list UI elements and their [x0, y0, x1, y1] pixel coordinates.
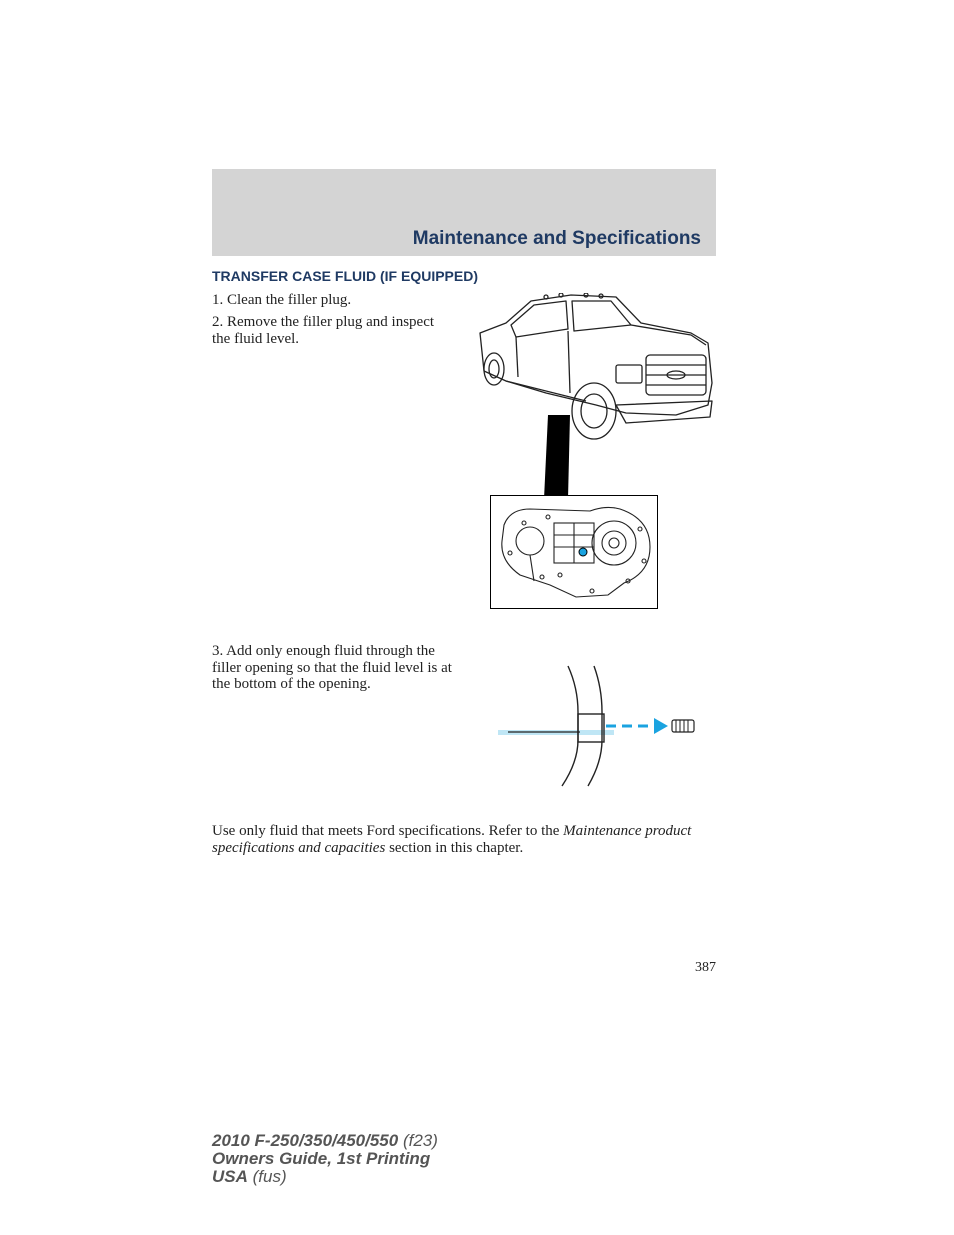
note-text-before: Use only fluid that meets Ford specifications. Refer to the — [212, 823, 564, 839]
section-heading: TRANSFER CASE FLUID (IF EQUIPPED) — [212, 268, 479, 284]
footer-market: USA — [212, 1167, 248, 1186]
chapter-header-band — [212, 169, 716, 256]
step-2-text: 2. Remove the filler plug and inspect the fluid level. — [212, 314, 435, 347]
cross-reference-maintenance-specs: Maintenance product specifications and capacities — [212, 823, 692, 856]
step-3-text: 3. Add only enough fluid through the filler opening so that the fluid level is at the bottom of the opening. — [212, 643, 452, 692]
footer-model-code: (f23) — [398, 1131, 438, 1150]
footer-line-3 — [212, 1168, 438, 1186]
footer-model: 2010 F-250/350/450/550 — [212, 1131, 399, 1150]
footer-line-1 — [212, 1132, 438, 1150]
truck-illustration — [476, 293, 716, 499]
step-1-text: 1. Clean the filler plug. — [212, 292, 352, 308]
note-text-after: section in this chapter. — [385, 839, 524, 856]
fluid-specification-note — [212, 823, 717, 856]
fluid-level-illustration — [496, 662, 700, 790]
document-footer — [212, 1132, 438, 1186]
chapter-title: Maintenance and Specifications — [412, 228, 701, 249]
footer-market-code: (fus) — [247, 1167, 287, 1186]
transfer-case-illustration — [490, 495, 658, 609]
page-number: 387 — [695, 960, 716, 975]
footer-line-2: Owners Guide, 1st Printing — [212, 1149, 431, 1168]
